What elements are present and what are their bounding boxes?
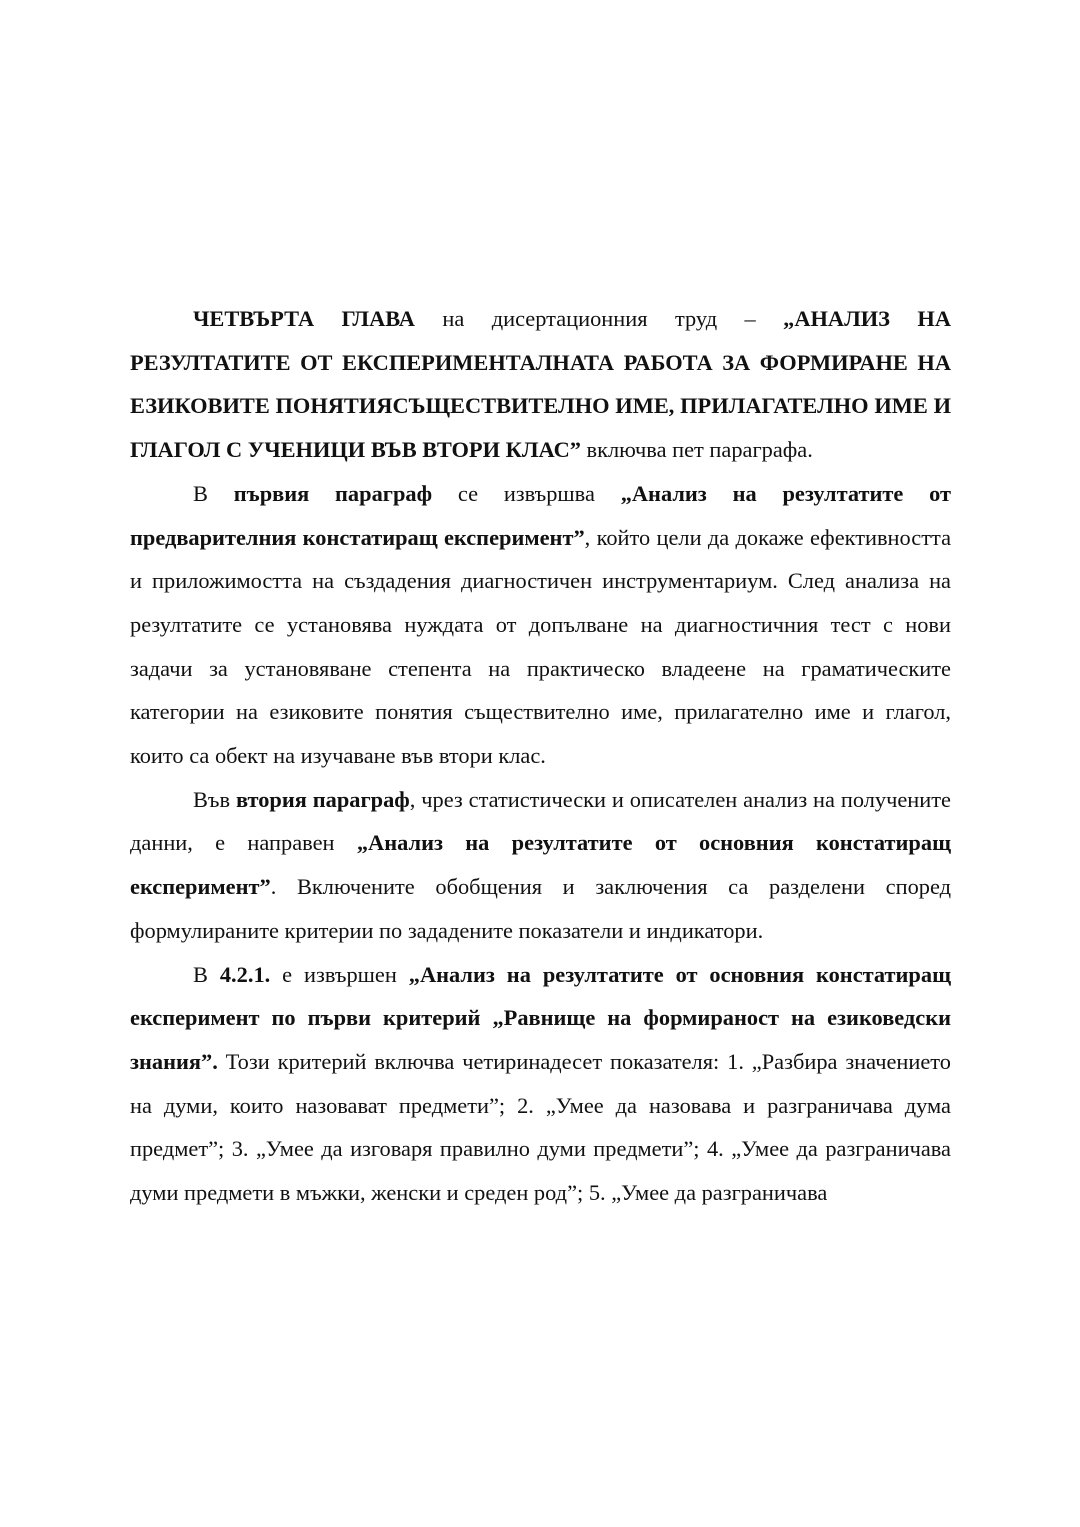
section-title: „Анализ на резултатите от предварителния констатиращ експеримент” [130,480,952,550]
text-run: . Включените обобщения и заключения са разделени според формулираните критерии по зададените показатели и индикатори. [130,874,951,943]
chapter-label: ЧЕТВЪРТА ГЛАВА [193,306,415,331]
section-title: „Анализ на резултатите от основния констатиращ експеримент” [130,830,951,900]
paragraph-first-section [130,472,951,778]
bold-term: първия параграф [233,480,433,506]
text-run: се извършва [432,480,621,506]
bold-term: втория параграф [235,786,410,812]
paragraph-second-section [130,778,951,953]
text-run: В [193,480,234,506]
text-run: В [193,961,220,987]
section-title: „Анализ на резултатите от основния констатиращ експеримент по първи критерий „Равнище на формираност на езиковедски знания”. [130,961,951,1074]
paragraph-subsection-421 [130,953,951,1215]
text-run: Във [193,786,236,812]
text-run: е извършен [270,961,409,987]
document-body [130,297,951,1215]
paragraph-chapter-intro [130,297,951,472]
text-run: включва пет параграфа. [580,437,813,463]
section-number: 4.2.1. [219,961,271,987]
text-run: , чрез статистически и описателен анализ на получените данни, е направен [130,786,951,856]
text-run: Този критерий включва четиринадесет показателя: 1. „Разбира значението на думи, които назовават предмети”; 2. „Умее да назовава и разграничава дума предмет”; 3. „Умее да изговаря правилно думи предмети”; 4. „Умее да разграничава думи предмети в мъжки, женски и среден род”; 5. „Умее да разграничава [130,1048,951,1206]
text-run: , който цели да докаже ефективността и приложимостта на създадения диагностичен инструментариум. След анализа на резултатите се установява нуждата от допълване на диагностичния тест с нови задачи за установяване степента на практическо владеене на граматическите категории на езиковите понятия съществително име, прилагателно име и глагол, които са обект на изучаване във втори клас. [130,524,952,769]
text-run: на дисертационния труд – [414,306,784,331]
chapter-title: „АНАЛИЗ НА РЕЗУЛТАТИТЕ ОТ ЕКСПЕРИМЕНТАЛНАТА РАБОТА ЗА ФОРМИРАНЕ НА ЕЗИКОВИТЕ ПОНЯТИЯСЪЩЕСТВИТЕЛНО ИМЕ, ПРИЛАГАТЕЛНО ИМЕ И ГЛАГОЛ С УЧЕНИЦИ ВЪВ ВТОРИ КЛАС” [130,306,951,463]
